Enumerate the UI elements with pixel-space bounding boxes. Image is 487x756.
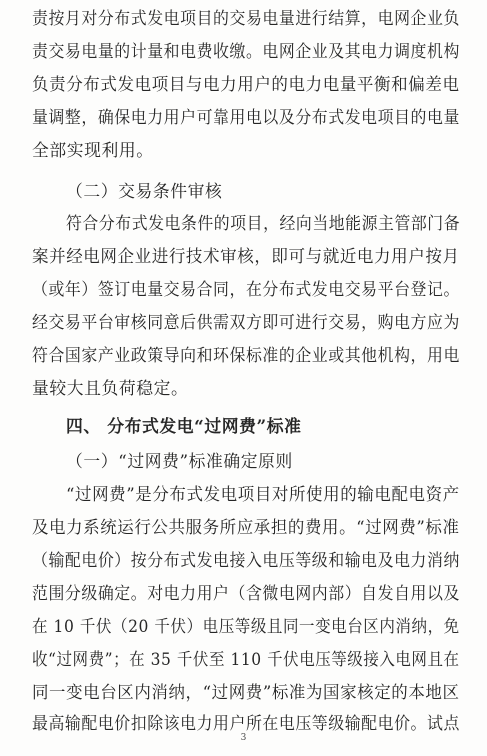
- text-line-4: 量调整，确保电力用户可靠用电以及分布式发电项目的电量: [32, 107, 460, 127]
- text-line-8: 案并经电网企业进行技术审核，即可与就近电力用户按月: [32, 246, 460, 266]
- text-line-12: 量较大且负荷稳定。: [32, 378, 189, 398]
- text-line-15: “过网费”是分布式发电项目对所使用的输电配电资产: [66, 484, 460, 504]
- text-line-9: （或年）签订电量交易合同，在分布式发电交易平台登记。: [32, 279, 460, 299]
- chapter-heading-4: 四、 分布式发电“过网费”标准: [66, 416, 302, 436]
- text-line-21: 同一变电台区内消纳，“过网费”标准为国家核定的本地区: [32, 682, 460, 702]
- text-line-5: 全部实现利用。: [32, 140, 154, 160]
- page-number: 3: [240, 733, 247, 743]
- text-line-20: 收“过网费”；在 35 千伏至 110 千伏电压等级接入电网且在: [32, 649, 460, 669]
- text-line-16: 及电力系统运行公共服务所应承担的费用。“过网费”标准: [32, 517, 460, 537]
- text-line-17: （输配电价）按分布式发电接入电压等级和输电及电力消纳: [32, 550, 460, 570]
- text-line-18: 范围分级确定。对电力用户（含微电网内部）自发自用以及: [32, 583, 460, 603]
- text-line-3: 负责分布式发电项目与电力用户的电力电量平衡和偏差电: [32, 74, 460, 94]
- text-line-2: 责交易电量的计量和电费收缴。电网企业及其电力调度机构: [32, 41, 460, 61]
- text-line-22: 最高输配电价扣除该电力用户所在电压等级输配电价。试点: [32, 713, 460, 733]
- text-line-19: 在 10 千伏（20 千伏）电压等级且同一变电台区内消纳，免: [32, 616, 460, 636]
- text-line-11: 符合国家产业政策导向和环保标准的企业或其他机构，用电: [32, 345, 460, 365]
- section-heading-2: （二）交易条件审核: [66, 181, 223, 201]
- text-line-10: 经交易平台审核同意后供需双方即可进行交易，购电方应为: [32, 312, 460, 332]
- text-line-7: 符合分布式发电条件的项目，经向当地能源主管部门备: [66, 213, 461, 233]
- text-line-1: 责按月对分布式发电项目的交易电量进行结算，电网企业负: [32, 8, 460, 28]
- section-heading-1: （一）“过网费”标准确定原则: [66, 451, 293, 471]
